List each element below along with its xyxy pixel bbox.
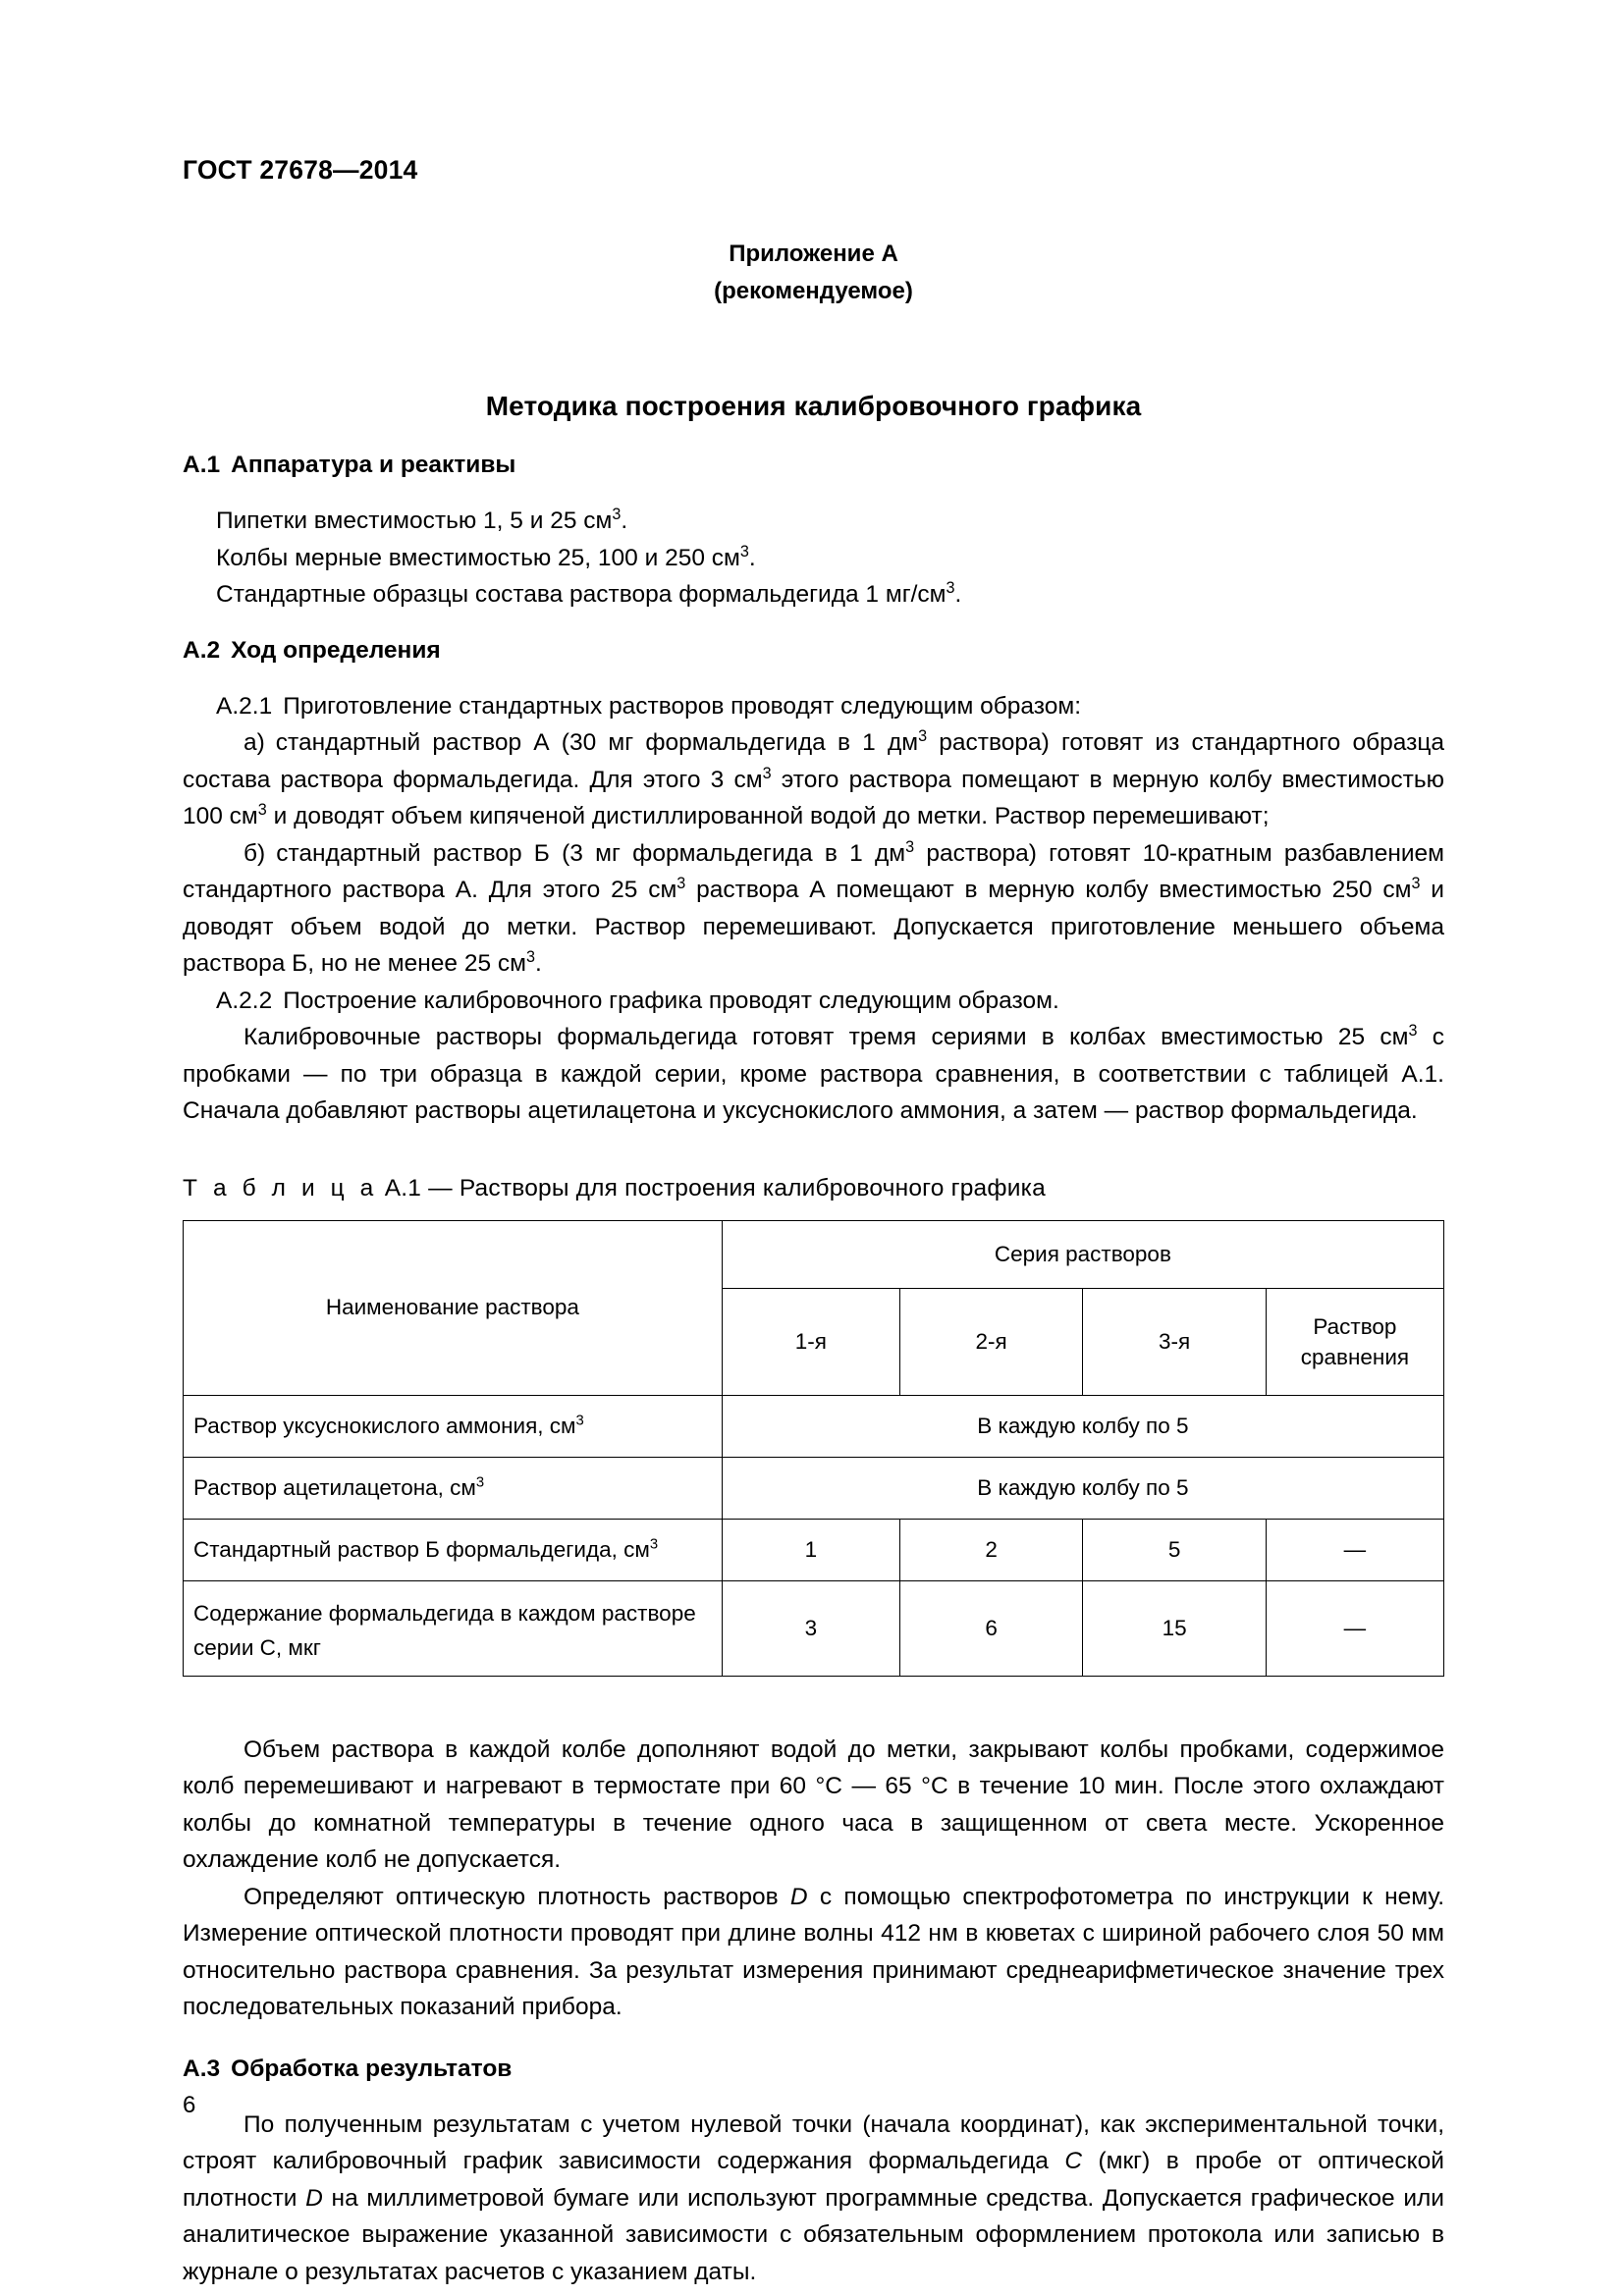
table-caption-label: Т а б л и ц а [183, 1174, 378, 1201]
table-caption [183, 1175, 1444, 1202]
row-label-formaldehyde-content [184, 1580, 723, 1676]
row3-name-line2: серии С, мкг [193, 1634, 321, 1660]
row3-value-3: 15 [1083, 1580, 1266, 1676]
item-b-text-2: раствора) готовят 10-кратным разбавлением стандартного раствора А. Для этого 25 см [183, 839, 1445, 903]
row3-value-2: 6 [899, 1580, 1082, 1676]
a22-number: А.2.2 [216, 987, 273, 1014]
annex-title: Методика построения калибровочного графика [485, 391, 1142, 421]
row2-name-sup: 3 [649, 1536, 659, 1552]
page-number: 6 [183, 2092, 196, 2118]
item-a-text-3: этого раствора помещают в мерную колбу вместимостью 100 см [183, 766, 1444, 829]
section-title-a2: Ход определения [231, 636, 441, 664]
section-number-a2: А.2 [183, 636, 221, 664]
table-row [184, 1519, 1444, 1580]
row0-name-text: Раствор уксуснокислого аммония, см [193, 1413, 576, 1438]
section-heading-a1 [183, 452, 1444, 479]
row2-value-1: 1 [722, 1519, 899, 1580]
item-a-sup-1: 3 [918, 726, 928, 745]
row1-span-value: В каждую колбу по 5 [722, 1457, 1443, 1519]
row-label-acetylacetone [184, 1457, 723, 1519]
row3-name-line1: Содержание формальдегида в каждом растворе [193, 1600, 696, 1626]
item-b-label: б) [243, 839, 266, 867]
a3-text-1: По полученным результатам с учетом нулевой точки (начала координат), как экспериментальной точки, строят калибровочный график зависимости содержания формальдегида [183, 2110, 1444, 2174]
a22-text: Построение калибровочного графика проводят следующим образом. [283, 987, 1059, 1014]
section-heading-a2 [183, 637, 1444, 665]
row0-span-value: В каждую колбу по 5 [722, 1395, 1443, 1457]
table-caption-dash: — [428, 1174, 453, 1201]
item-b-sup-4: 3 [525, 947, 535, 966]
item-a-sup-2: 3 [762, 764, 772, 782]
section-number-a3: А.3 [183, 2055, 221, 2082]
row2-name-text: Стандартный раствор Б формальдегида, см [193, 1536, 650, 1562]
row1-name-text: Раствор ацетилацетона, см [193, 1474, 476, 1500]
header-cell-series-1: 1-я [722, 1288, 899, 1395]
a21-number: А.2.1 [216, 692, 273, 720]
header-reference-line1: Раствор [1313, 1313, 1397, 1339]
paragraph-a21-item-b [183, 835, 1444, 983]
annex-label: Приложение А [729, 240, 898, 267]
a3-text-2: (мкг) в пробе от оптической плотности [183, 2148, 1444, 2212]
a3-symbol-d: D [305, 2184, 323, 2212]
a3-symbol-c: С [1064, 2148, 1083, 2174]
a1-line2-text: Колбы мерные вместимостью 25, 100 и 250 см [216, 544, 740, 571]
table-a1 [183, 1220, 1444, 1677]
a1-line2-tail: . [748, 544, 756, 571]
table-row [184, 1457, 1444, 1519]
calib-text-1: Калибровочные растворы формальдегида готовят тремя сериями в колбах вместимостью 25 см [243, 1024, 1409, 1050]
a3-text-3: на миллиметровой бумаге или используют программные средства. Допускается графическое или аналитическое выражение указанной зависимости с обязательным оформлением протокола или записью в журнале о результатах расчетов с указанием даты. [183, 2184, 1444, 2285]
a21-text: Приготовление стандартных растворов проводят следующим образом: [283, 692, 1082, 720]
row2-value-4: — [1266, 1519, 1443, 1580]
item-a-text-2: раствора) готовят из стандартного образца состава раствора формальдегида. Для этого 3 см [183, 729, 1444, 793]
a1-flasks-line [183, 540, 1444, 577]
row0-name-sup: 3 [575, 1413, 584, 1428]
section-number-a1: А.1 [183, 452, 221, 478]
a1-line1-tail: . [621, 507, 628, 534]
table-header-row-group [184, 1220, 1444, 1288]
a1-pipettes-line [183, 503, 1444, 540]
item-a-sup-3: 3 [257, 800, 267, 819]
a1-line2-superscript: 3 [739, 542, 749, 561]
row2-value-3: 5 [1083, 1519, 1266, 1580]
item-b-text-3: раствора А помещают в мерную колбу вместимостью 250 см [685, 877, 1412, 903]
header-cell-reference-solution [1266, 1288, 1443, 1395]
item-b-text-4: и доводят объем водой до метки. Раствор перемешивают. Допускается приготовление меньшего объема раствора Б, но не менее 25 см [183, 877, 1444, 977]
a1-standard-samples-line [183, 576, 1444, 614]
header-reference-line2: сравнения [1300, 1344, 1410, 1369]
item-a-text-1: стандартный раствор А (30 мг формальдегида в 1 дм [275, 729, 919, 756]
section-heading-a3 [183, 2056, 1444, 2083]
running-head-standard-number: ГОСТ 27678—2014 [183, 155, 418, 185]
item-a-label: а) [243, 729, 265, 756]
item-b-sup-1: 3 [905, 837, 915, 856]
optical-symbol-d: D [789, 1883, 808, 1910]
paragraph-optical-density [183, 1879, 1444, 2026]
annex-heading-block [183, 236, 1444, 310]
paragraph-results-processing [183, 2107, 1444, 2291]
header-cell-series-group: Серия растворов [722, 1220, 1443, 1288]
table-row [184, 1580, 1444, 1676]
calib-text-2: с пробками — по три образца в каждой серии, кроме раствора сравнения, в соответствии с таблицей А.1. Сначала добавляют растворы ацетилацетона и уксуснокислого аммония, а затем — раствор формальдегида. [183, 1024, 1445, 1124]
a1-line1-superscript: 3 [612, 505, 622, 523]
header-cell-series-3: 3-я [1083, 1288, 1266, 1395]
table-row [184, 1395, 1444, 1457]
table-caption-number: А.1 [384, 1174, 422, 1201]
paragraph-a21 [183, 688, 1444, 725]
paragraph-calibration-solutions [183, 1019, 1444, 1130]
section-title-a1: Аппаратура и реактивы [231, 452, 516, 478]
paragraph-volume-topup: Объем раствора в каждой колбе дополняют водой до метки, закрывают колбы пробками, содержимое колб перемешивают и нагревают в термостате при 60 °С — 65 °С в течение 10 мин. После этого охлаждают колбы до комнатной температуры в течение одного часа в защищенном от света месте. Ускоренное охлаждение колб не допускается. [183, 1735, 1444, 1873]
row3-value-1: 3 [722, 1580, 899, 1676]
row3-value-4: — [1266, 1580, 1443, 1676]
document-body [183, 452, 1444, 2290]
annex-status: (рекомендуемое) [714, 278, 913, 304]
item-a-text-4: и доводят объем кипяченой дистиллированной водой до метки. Раствор перемешивают; [266, 803, 1270, 829]
optical-text-1: Определяют оптическую плотность растворов [243, 1883, 790, 1910]
row-label-ammonium-acetate [184, 1395, 723, 1457]
section-title-a3: Обработка результатов [231, 2055, 513, 2082]
item-b-sup-3: 3 [1411, 874, 1421, 892]
calib-sup-1: 3 [1408, 1021, 1418, 1040]
paragraph-a21-item-a [183, 724, 1444, 835]
header-cell-name: Наименование раствора [184, 1220, 723, 1395]
item-b-text-1: стандартный раствор Б (3 мг формальдегида в 1 дм [276, 839, 906, 867]
a1-line3-tail: . [954, 581, 962, 608]
item-b-text-5: . [534, 950, 542, 977]
header-cell-series-2: 2-я [899, 1288, 1082, 1395]
table-caption-title: Растворы для построения калибровочного графика [459, 1174, 1046, 1201]
item-b-sup-2: 3 [676, 874, 686, 892]
row-label-standard-solution-b [184, 1519, 723, 1580]
paragraph-a22 [183, 983, 1444, 1020]
optical-text-2: с помощью спектрофотометра по инструкции к нему. Измерение оптической плотности проводят при длине волны 412 нм в кюветах с шириной рабочего слоя 50 мм относительно раствора сравнения. За результат измерения принимают среднеарифметическое значение трех последовательных показаний прибора. [183, 1883, 1444, 2020]
a1-line3-superscript: 3 [946, 578, 955, 597]
row2-value-2: 2 [899, 1519, 1082, 1580]
a1-line3-text: Стандартные образцы состава раствора формальдегида 1 мг/см [216, 581, 947, 608]
a1-line1-text: Пипетки вместимостью 1, 5 и 25 см [216, 507, 613, 534]
row1-name-sup: 3 [475, 1474, 485, 1490]
